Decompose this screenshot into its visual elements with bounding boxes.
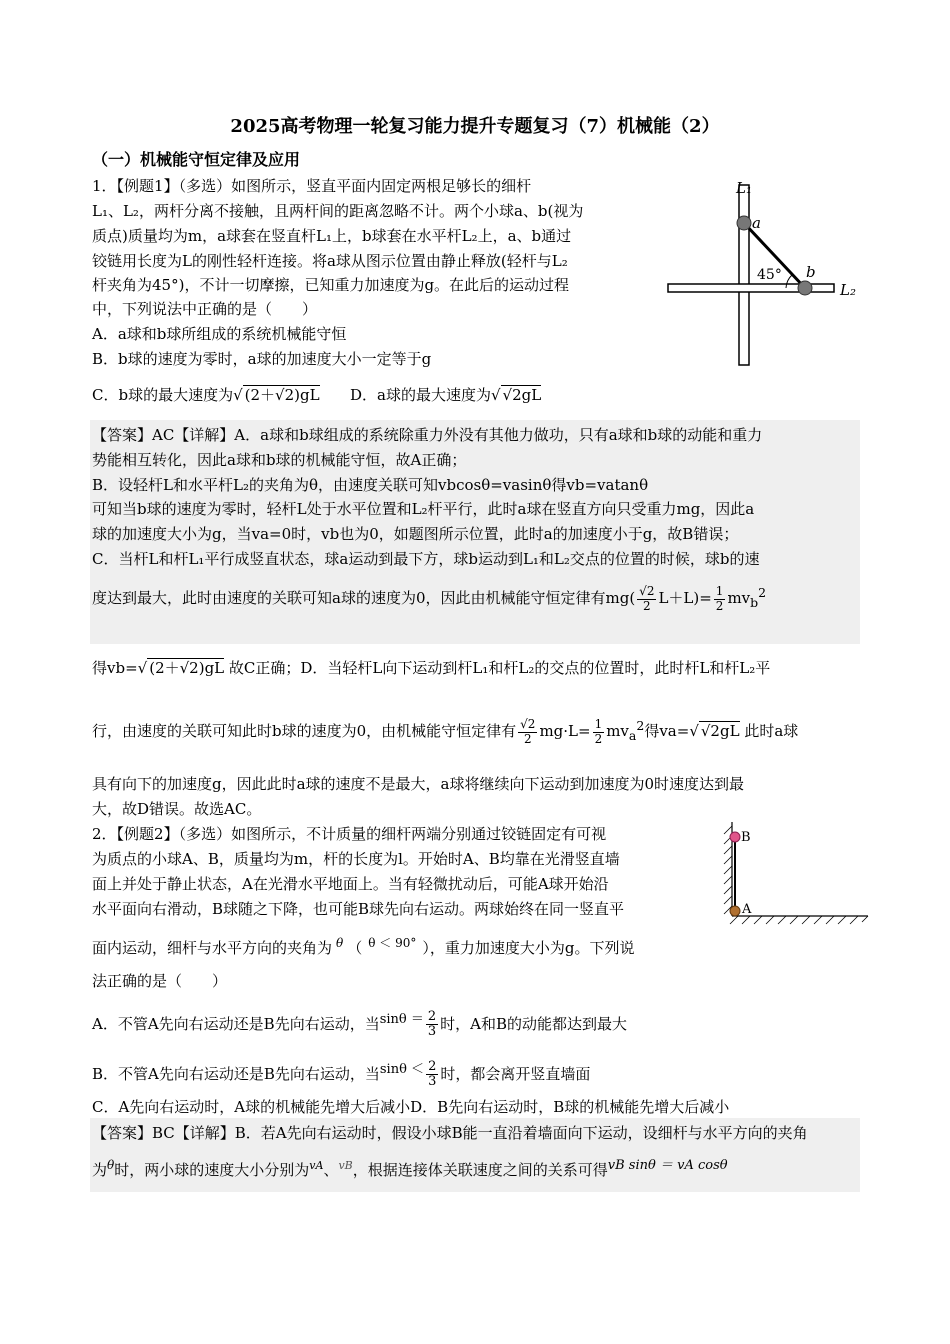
label-angle: 45° [757, 267, 782, 283]
ans1-text: L＋L)= [658, 589, 712, 607]
label-a: A [742, 902, 752, 917]
denominator: 3 [427, 1024, 437, 1040]
ans2-text: 时，两小球的速度大小分别为 [114, 1161, 310, 1179]
q2-line: 水平面向右滑动，B球随之下降，也可能B球先向右运动。两球始终在同一竖直平 [92, 900, 625, 918]
option-d-expr: √2gL [502, 386, 542, 404]
q2-text: 时，都会离开竖直墙面 [440, 1064, 591, 1083]
ans1-line: 可知当b球的速度为零时，轻杆L处于水平位置和L₂杆平行，此时a球在竖直方向只受重力mg，因此a [92, 500, 755, 518]
ans1-line: B．设轻杆L和水平杆L₂的夹角为θ，由速度关联可知vbcosθ=vasinθ得vb=vatanθ [92, 476, 649, 494]
radical-sign: √ [137, 659, 148, 677]
ans1-line: 球的加速度大小为g，当va=0时，vb也为0，如题图所示位置，此时a的加速度小于g，故B错误； [92, 525, 739, 543]
numerator: √2 [639, 584, 655, 599]
radical-sign: √ [689, 722, 699, 740]
ans1-line: C．当杆L和杆L₁平行成竖直状态，球a运动到最下方，球b运动到L₁和L₂交点的位置的时候，球b的速 [92, 550, 760, 568]
ans1-text: mv [727, 589, 751, 607]
q2-line: 为质点的小球A、B，质量均为m，杆的长度为l。开始时A、B均靠在光滑竖直墙 [92, 850, 620, 868]
ans1-line: 大，故D错误。故选AC。 [92, 800, 262, 818]
section-heading: （一）机械能守恒定律及应用 [92, 150, 301, 169]
theta-symbol: θ [336, 936, 344, 950]
label-a: a [752, 214, 761, 232]
q1-line: L₁、L₂，两杆分离不接触，且两杆间的距离忽略不计。两个小球a、b(视为 [92, 202, 584, 220]
ans2-line [92, 1158, 728, 1179]
q1-line: 1．【例题1】（多选）如图所示，竖直平面内固定两根足够长的细杆 [92, 177, 532, 195]
fraction [426, 1010, 438, 1040]
q1-option-b: B．b球的速度为零时，a球的加速度大小一定等于g [92, 350, 432, 368]
label-l2: L₂ [840, 281, 856, 299]
ball-a [730, 906, 740, 916]
q1-line: 中，下列说法中正确的是（ ） [92, 300, 318, 318]
ans2-text: 为 [92, 1161, 108, 1179]
denominator: 3 [428, 1074, 437, 1090]
option-c-text: C．b球的最大速度为 [92, 386, 234, 404]
subscript: a [628, 728, 637, 743]
numerator: 1 [594, 717, 603, 732]
fraction [637, 585, 656, 612]
q2-option-a [92, 1010, 627, 1040]
numerator: 2 [427, 1009, 437, 1024]
radical-sign: √ [233, 386, 243, 404]
option-c-expr: (2＋√2)gL [244, 386, 320, 404]
q1-line: 杆夹角为45°)，不计一切摩擦，已知重力加速度为g。在此后的运动过程 [92, 276, 570, 294]
ans1-line: 势能相互转化，因此a球和b球的机械能守恒，故A正确； [92, 451, 467, 469]
ans1-text: 度达到最大，此时由速度的关联可知a球的速度为0，因此由机械能守恒定律有mg( [92, 589, 636, 607]
ans1-line [92, 659, 770, 677]
q2-text: ），重力加速度大小为g。下列说 [422, 939, 635, 957]
superscript: 2 [636, 718, 645, 733]
label-l1: L₁ [736, 179, 752, 197]
q2-text: 时，A和B的动能都达到最大 [440, 1014, 628, 1033]
numerator: 2 [428, 1059, 437, 1074]
ball-b [730, 832, 740, 842]
ans1-line: 具有向下的加速度g，因此此时a球的速度不是最大，a球将继续向下运动到加速度为0时速度达到最 [92, 775, 745, 793]
ball-a [737, 216, 751, 230]
q2-figure [718, 818, 873, 928]
ans1-line [92, 718, 798, 746]
ball-b [798, 281, 812, 295]
denominator: 2 [715, 598, 724, 613]
q2-option-b [92, 1060, 590, 1090]
ans1-text: 行，由速度的关联可知此时b球的速度为0，由机械能守恒定律有 [92, 722, 517, 740]
q2-text: B．不管A先向右运动还是B先向右运动，当 [92, 1064, 380, 1083]
denominator: 2 [642, 598, 651, 613]
sin-expr: sinθ ＜ [379, 1061, 425, 1077]
superscript: 2 [758, 585, 767, 600]
theta-range: θ ＜ 90° [368, 936, 417, 950]
fraction [426, 1060, 438, 1090]
velocity-a: vA [309, 1159, 324, 1172]
ans2-text: 、 [323, 1161, 339, 1179]
fraction [518, 718, 537, 745]
ans1-text: 此时a球 [744, 722, 799, 740]
ans1-text: 得vb= [92, 659, 138, 677]
ans1-text: 得va= [644, 722, 690, 740]
q1-figure [660, 175, 870, 375]
ans2-line: 【答案】BC【详解】B．若A先向右运动时，假设小球B能一直沿着墙面向下运动，设细杆与水平方向的夹角 [92, 1124, 808, 1142]
q2-line [92, 936, 635, 957]
ans1-text: mv [606, 722, 629, 740]
theta-symbol: θ [107, 1158, 115, 1172]
fraction [593, 718, 605, 745]
q1-line: 铰链用长度为L的刚性轻杆连接。将a球从图示位置由静止释放(轻杆与L₂ [92, 252, 568, 270]
q2-option-cd: C．A先向右运动时，A球的机械能先增大后减小D．B先向右运动时，B球的机械能先增大后减小 [92, 1098, 730, 1116]
ans1-line: 【答案】AC【详解】A．a球和b球组成的系统除重力外没有其他力做功，只有a球和b球的动能和重力 [92, 426, 763, 444]
fraction [714, 585, 726, 612]
numerator: 1 [715, 584, 724, 599]
ans1-text: 故C正确；D．当轻杆L向下运动到杆L₁和杆L₂的交点的位置时，此时杆L和杆L₂平 [228, 659, 771, 677]
q2-line: 面上并处于静止状态，A在光滑水平地面上。当有轻微扰动后，可能A球开始沿 [92, 875, 609, 893]
q2-line: 2．【例题2】（多选）如图所示，不计质量的细杆两端分别通过铰链固定有可视 [92, 825, 607, 843]
q2-text: （ [347, 939, 363, 957]
q1-option-d [350, 386, 541, 404]
q1-option-a: A．a球和b球所组成的系统机械能守恒 [92, 325, 347, 343]
ans2-text: ，根据连接体关联速度之间的关系可得 [352, 1161, 608, 1179]
velocity-b: vB [338, 1159, 353, 1172]
label-b: b [806, 263, 816, 281]
sin-expr: sinθ ＝ [379, 1011, 424, 1027]
vertical-rod-l1 [739, 185, 749, 365]
subscript: b [750, 595, 759, 610]
q1-line: 质点)质量均为m，a球套在竖直杆L₁上，b球套在水平杆L₂上，a、b通过 [92, 227, 572, 245]
option-d-text: D．a球的最大速度为 [350, 386, 491, 404]
ans1-expr: √2gL [700, 722, 740, 740]
radical-sign: √ [490, 386, 501, 404]
denominator: 2 [523, 731, 532, 746]
velocity-relation: vB sinθ ＝ vA cosθ [607, 1158, 728, 1173]
floor-hatching [730, 916, 868, 924]
q2-line: 法正确的是（ ） [92, 972, 228, 990]
q1-option-c [92, 386, 320, 404]
denominator: 2 [594, 731, 603, 746]
label-b: B [741, 830, 751, 845]
q2-text: A．不管A先向右运动还是B先向右运动，当 [92, 1014, 380, 1033]
page-title: 2025高考物理一轮复习能力提升专题复习（7）机械能（2） [230, 116, 720, 137]
numerator: √2 [520, 717, 536, 732]
ans1-line [92, 585, 766, 613]
ans1-expr: (2＋√2)gL [149, 659, 225, 677]
ans1-text: mg·L= [539, 722, 591, 740]
q2-text: 面内运动，细杆与水平方向的夹角为 [92, 939, 333, 957]
